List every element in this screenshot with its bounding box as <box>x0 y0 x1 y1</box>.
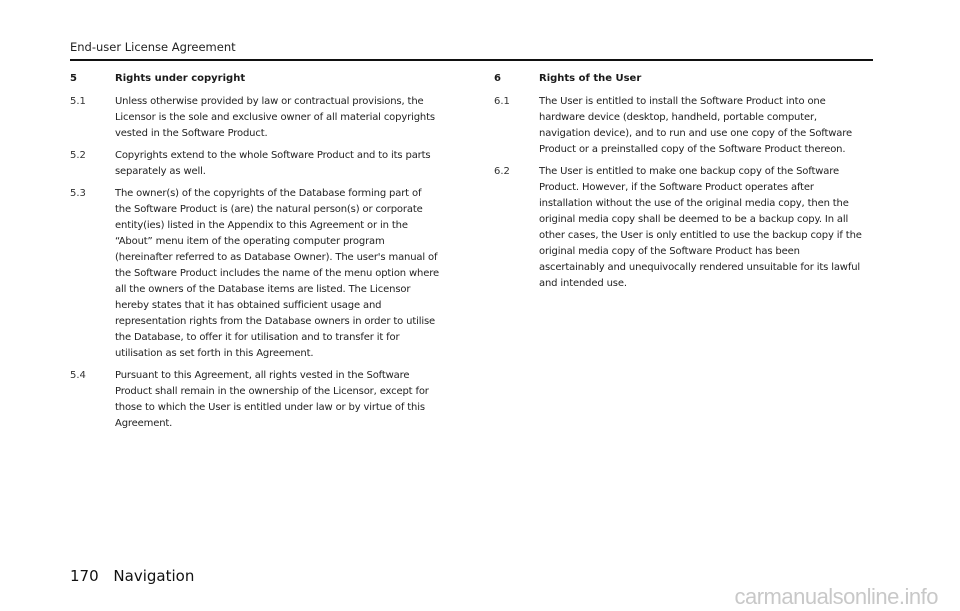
page-footer <box>70 567 194 585</box>
clause-text: Unless otherwise provided by law or contractual provisions, the Licensor is the sole and exclusive owner of all material copyrights vested in the Software Product. <box>115 96 435 139</box>
clause-number: 6.1 <box>494 96 510 107</box>
clause-number: 5.2 <box>70 150 86 161</box>
clause-6-1 <box>494 94 864 158</box>
section-5-heading <box>70 72 440 86</box>
clause-5-1 <box>70 94 440 142</box>
clause-number: 5.3 <box>70 188 86 199</box>
page-number: 170 <box>70 567 99 585</box>
clause-number: 5.1 <box>70 96 86 107</box>
section-title: Rights under copyright <box>115 73 246 84</box>
clause-number: 5.4 <box>70 370 86 381</box>
section-title: Rights of the User <box>539 73 642 84</box>
watermark: carmanualsonline.info <box>734 584 938 609</box>
right-column <box>494 72 864 298</box>
clause-number: 6.2 <box>494 166 510 177</box>
clause-6-2 <box>494 164 864 292</box>
section-number: 6 <box>494 73 501 84</box>
clause-text: The User is entitled to install the Software Product into one hardware device (desktop, handheld, portable computer, navigation device), and to run and use one copy of the Software Product or a preinstalled copy of the Software Product thereon. <box>539 96 853 155</box>
clause-5-4 <box>70 368 440 432</box>
section-number: 5 <box>70 73 77 84</box>
header-rule <box>70 59 873 61</box>
running-header: End-user License Agreement <box>70 40 236 54</box>
clause-5-2 <box>70 148 440 180</box>
clause-5-3 <box>70 186 440 362</box>
clause-text: Pursuant to this Agreement, all rights vested in the Software Product shall remain in the ownership of the Licensor, except for those to which the User is entitled under law or by virtue of this Agreement. <box>115 370 429 429</box>
clause-text: The owner(s) of the copyrights of the Database forming part of the Software Product is (are) the natural person(s) or corporate entity(ies) listed in the Appendix to this Agreement or in the “About” menu item of the operating computer program (hereinafter referred to as Database Owner). The user's manual of the Software Product includes the name of the menu option where all the owners of the Database items are listed. The Licensor hereby states that it has obtained sufficient usage and representation rights from the Database owners in order to utilise the Database, to offer it for utilisation and to transfer it for utilisation as set forth in this Agreement. <box>115 188 439 359</box>
left-column <box>70 72 440 438</box>
footer-section-name: Navigation <box>113 567 195 585</box>
section-6-heading <box>494 72 864 86</box>
clause-text: Copyrights extend to the whole Software Product and to its parts separately as well. <box>115 150 431 177</box>
clause-text: The User is entitled to make one backup copy of the Software Product. However, if the Software Product operates after installation without the use of the original media copy, then the original media copy shall be deemed to be a backup copy. In all other cases, the User is only entitled to use the backup copy if the original media copy of the Software Product has been ascertainably and unequivocally rendered unsuitable for its lawful and intended use. <box>539 166 862 289</box>
